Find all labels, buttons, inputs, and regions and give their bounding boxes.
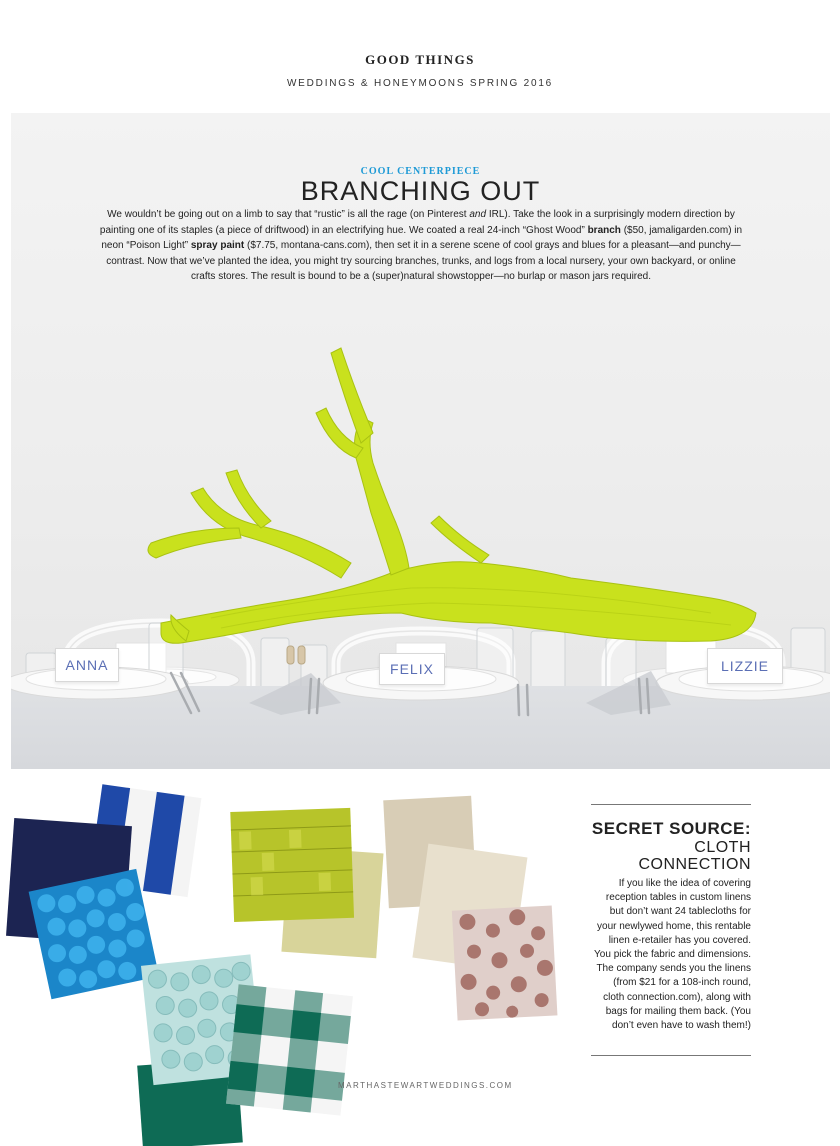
section-title: GOOD THINGS <box>365 52 475 67</box>
gingham-swatch <box>226 984 353 1115</box>
article-headline: BRANCHING OUT <box>300 176 541 206</box>
place-card-lizzie-name: LIZZIE <box>720 658 769 674</box>
masthead <box>0 52 840 89</box>
article-body <box>95 207 747 285</box>
rose-sequin-swatch <box>452 905 558 1020</box>
article-kicker: COOL CENTERPIECE <box>360 166 481 177</box>
blue-sequin-swatch <box>29 869 159 999</box>
chartreuse-sequin-swatch <box>230 808 354 922</box>
place-card-felix-name: FELIX <box>390 661 434 677</box>
sidebar-subtitle-2: CONNECTION <box>638 856 751 873</box>
article-body-part3: ($50, jamaligarden.com) in neon “Poison Light” <box>101 224 743 251</box>
article-body-bold-branch: branch <box>587 224 621 236</box>
place-card-anna-name: ANNA <box>65 657 109 673</box>
neon-branch <box>11 323 830 673</box>
centerpiece-photo <box>11 113 830 769</box>
fabric-swatches <box>0 780 580 1146</box>
place-card-anna <box>55 648 119 682</box>
sidebar-title: SECRET SOURCE: <box>591 819 751 838</box>
sidebar-body: If you like the idea of covering reception tables in custom linens but don’t want 24 tablecloths for your newlywed home, this rentable linen e-retailer has you covered. You pick the fabric and dimensions. The company sends you the linens (from $21 for a 108-inch round, cloth connection.com), along with bags for mailing them back. (You don’t even have to wash them!) <box>594 878 751 1032</box>
footer-url: MARTHASTEWARTWEDDINGS.COM <box>338 1081 513 1090</box>
sidebar-subtitle-1: CLOTH <box>694 839 751 856</box>
article-body-part1: We wouldn’t be going out on a limb to say that “rustic” is all the rage (on Pinterest <box>107 209 470 220</box>
article-body-bold-spray: spray paint <box>190 240 245 251</box>
place-card-felix <box>379 653 445 685</box>
article-body-part4: ($7.75, montana-cans.com), then set it in a serene scene of cool grays and blues for a pleasant—and punchy—contrast. Now that we’ve planted the idea, you might try sourcing branches, trunks, and logs from a local nursery, your own backyard, or online crafts stores. The result is bound to be a (super)natural showstopper—no burlap or mason jars required. <box>106 240 741 282</box>
secret-source-sidebar <box>591 804 751 1056</box>
article-body-emphasis: and <box>469 209 487 220</box>
issue-line: WEDDINGS & HONEYMOONS SPRING 2016 <box>286 78 554 89</box>
article-body-part2: IRL). Take the look in a surprisingly modern direction by painting one of its staples (a piece of driftwood) in an electrifying hue. We coated a real 24-inch “Ghost Wood” <box>99 209 735 236</box>
place-card-lizzie <box>707 648 783 684</box>
